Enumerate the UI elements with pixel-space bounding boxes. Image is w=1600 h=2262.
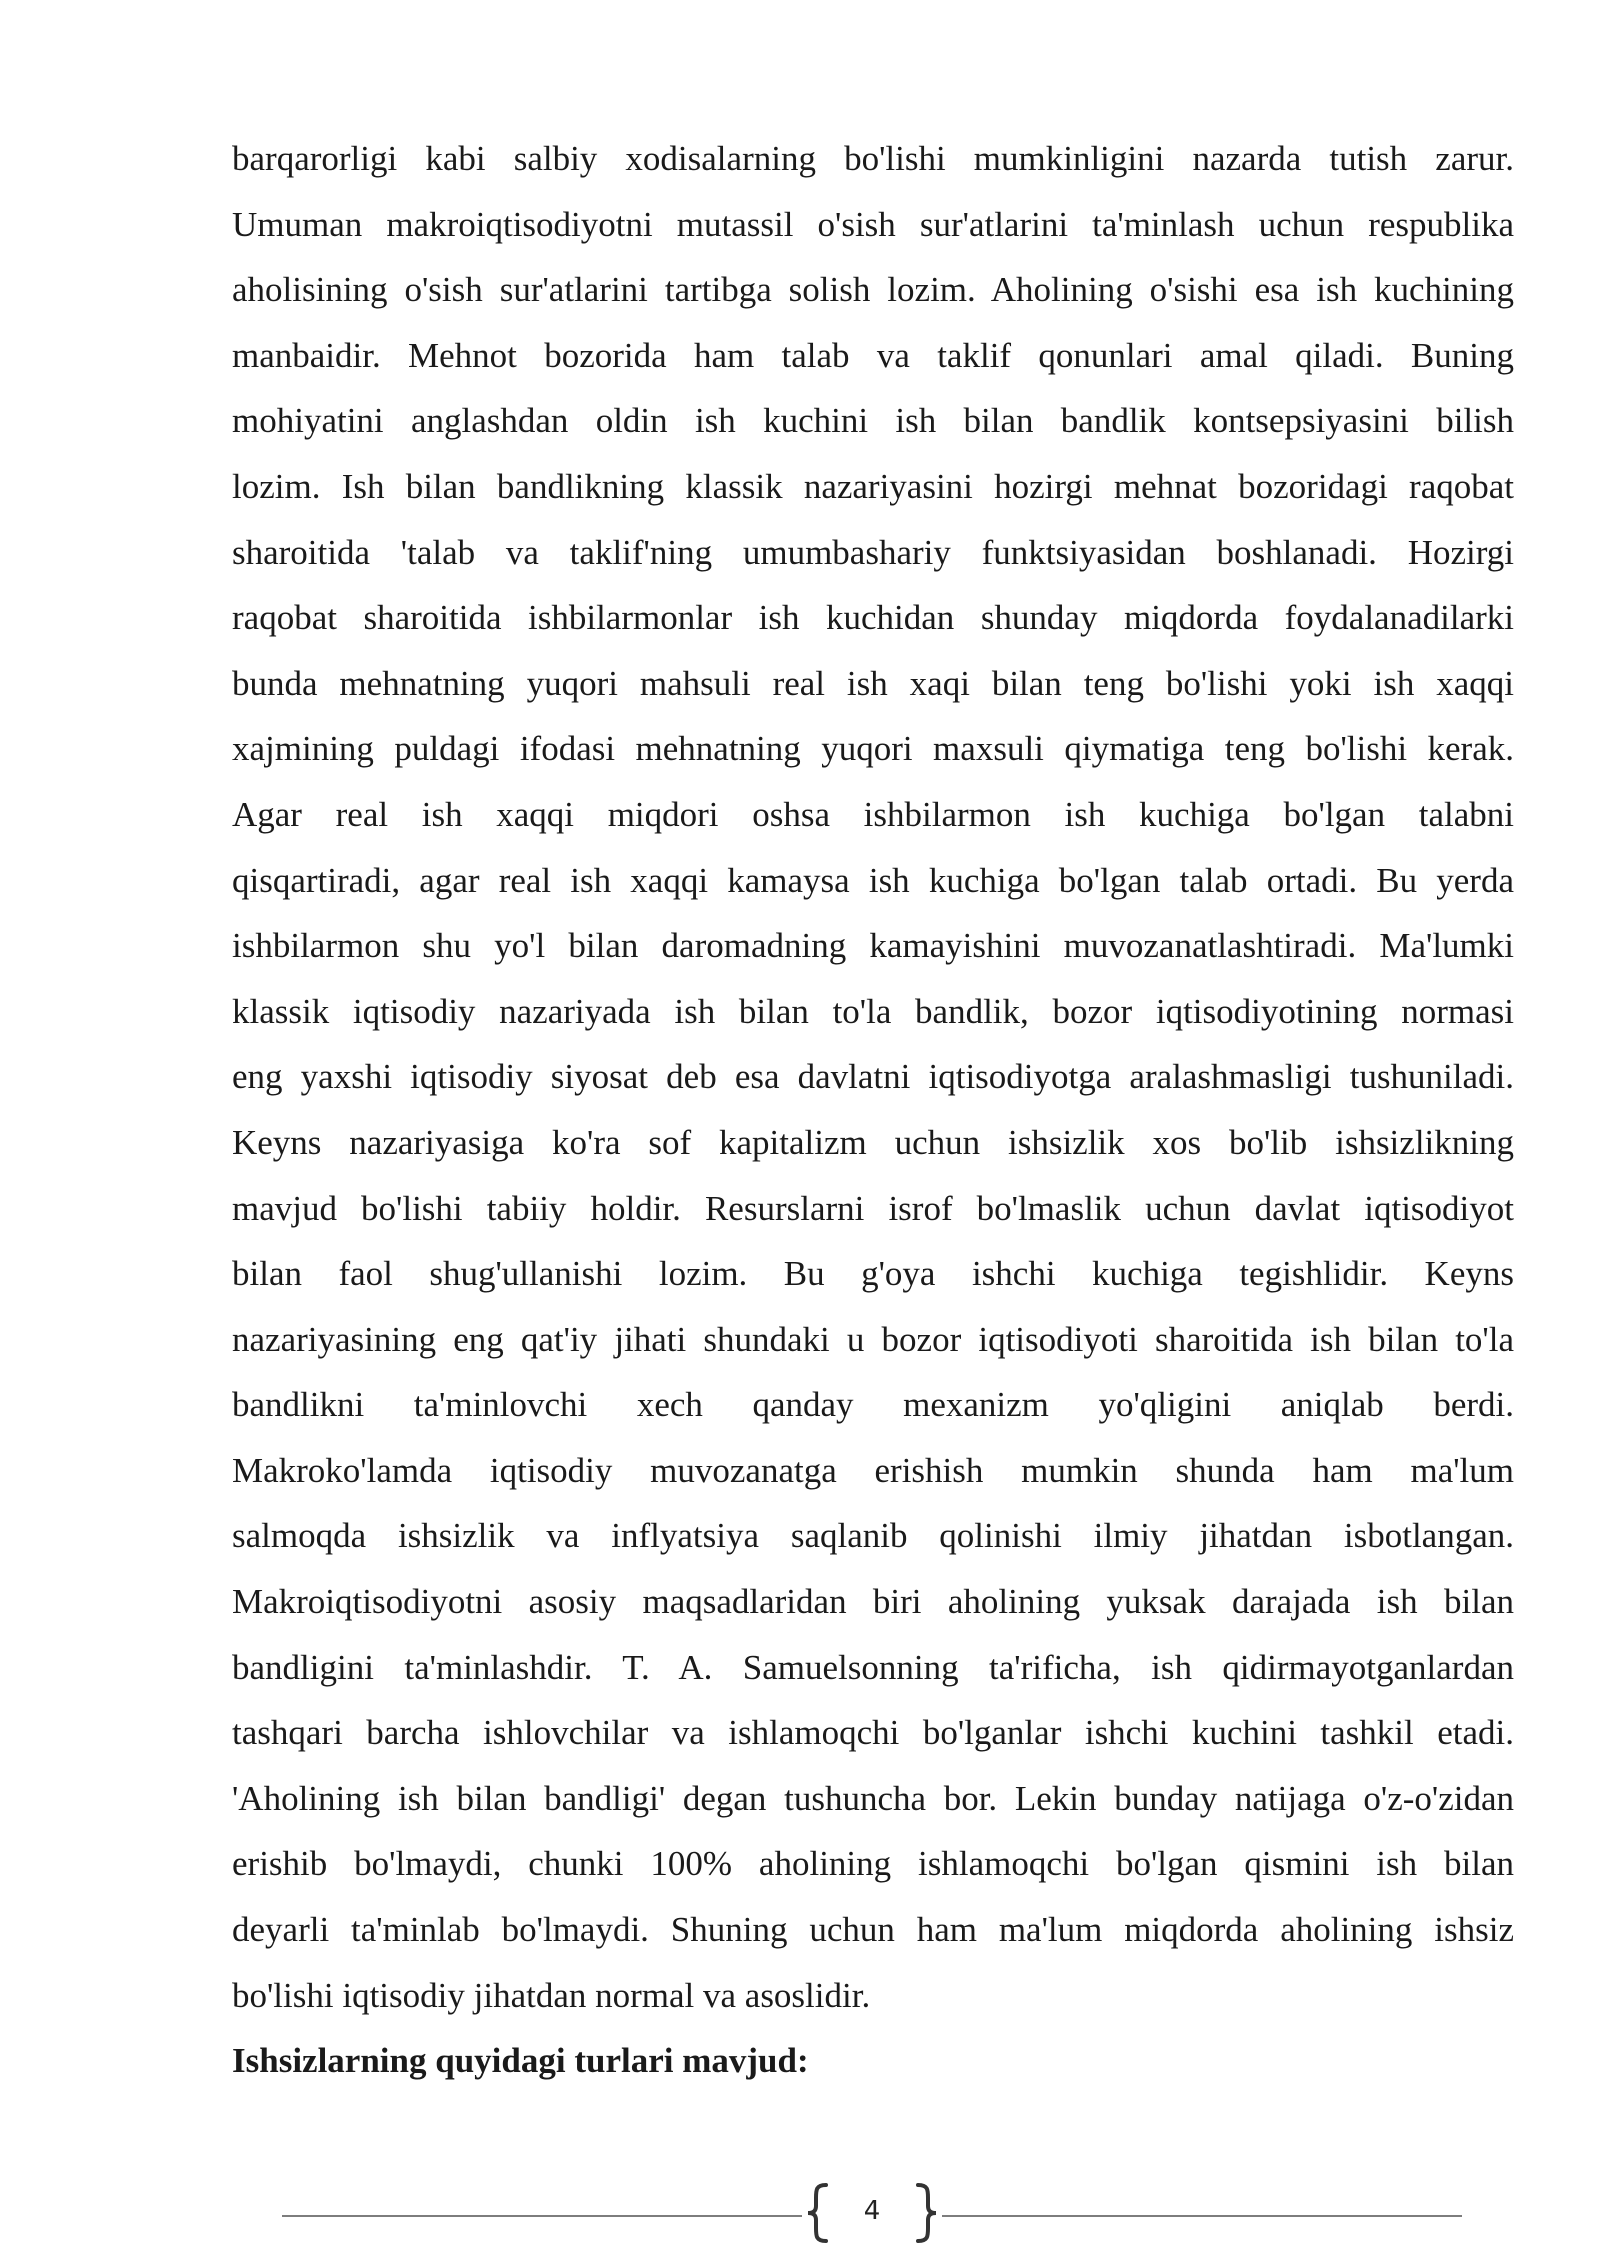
section-heading: Ishsizlarning quyidagi turlari mavjud: xyxy=(232,2041,809,2081)
text-line: deyarli ta'minlab bo'lmaydi. Shuning uchun ham ma'lum miqdorda aholining ishsiz xyxy=(232,1910,1514,1950)
text-line: erishib bo'lmaydi, chunki 100% aholining ishlamoqchi bo'lgan qismini ish bilan xyxy=(232,1844,1514,1884)
left-brace-icon xyxy=(802,2182,836,2244)
text-line: lozim. Ish bilan bandlikning klassik nazariyasini hozirgi mehnat bozoridagi raqobat xyxy=(232,466,1514,506)
footer-rule-left xyxy=(282,2215,802,2217)
text-line: barqarorligi kabi salbiy xodisalarning bo'lishi mumkinligini nazarda tutish zarur. xyxy=(232,139,1514,178)
text-line: eng yaxshi iqtisodiy siyosat deb esa davlatni iqtisodiyotga aralashmasligi tushuniladi. xyxy=(232,1057,1514,1097)
page-number: 4 xyxy=(863,2196,881,2226)
text-line: salmoqda ishsizlik va inflyatsiya saqlanib qolinishi ilmiy jihatdan isbotlangan. xyxy=(232,1516,1514,1556)
text-line: ishbilarmon shu yo'l bilan daromadning kamayishini muvozanatlashtiradi. Ma'lumki xyxy=(232,926,1514,966)
body-text xyxy=(232,128,1514,2096)
text-line: sharoitida 'talab va taklif'ning umumbashariy funktsiyasidan boshlanadi. Hozirgi xyxy=(232,532,1514,572)
text-line: mohiyatini anglashdan oldin ish kuchini ish bilan bandlik kontsepsiyasini bilish xyxy=(232,401,1514,441)
text-line: mavjud bo'lishi tabiiy holdir. Resurslarni isrof bo'lmaslik uchun davlat iqtisodiyot xyxy=(232,1188,1514,1228)
text-line: 'Aholining ish bilan bandligi' degan tushuncha bor. Lekin bunday natijaga o'z-o'zidan xyxy=(232,1778,1514,1818)
text-line: klassik iqtisodiy nazariyada ish bilan to'la bandlik, bozor iqtisodiyotining normasi xyxy=(232,991,1514,1031)
text-line: aholisining o'sish sur'atlarini tartibga solish lozim. Aholining o'sishi esa ish kuchining xyxy=(232,270,1514,310)
text-line: Makroko'lamda iqtisodiy muvozanatga erishish mumkin shunda ham ma'lum xyxy=(232,1450,1514,1490)
text-line: Keyns nazariyasiga ko'ra sof kapitalizm uchun ishsizlik xos bo'lib ishsizlikning xyxy=(232,1122,1514,1162)
text-line: bilan faol shug'ullanishi lozim. Bu g'oya ishchi kuchiga tegishlidir. Keyns xyxy=(232,1254,1514,1294)
text-line: Agar real ish xaqqi miqdori oshsa ishbilarmon ish kuchiga bo'lgan talabni xyxy=(232,794,1514,834)
text-line: qisqartiradi, agar real ish xaqqi kamaysa ish kuchiga bo'lgan talab ortadi. Bu yerda xyxy=(232,860,1514,900)
text-line: Umuman makroiqtisodiyotni mutassil o'sish sur'atlarini ta'minlash uchun respublika xyxy=(232,204,1514,244)
right-brace-icon xyxy=(908,2182,942,2244)
text-line: bo'lishi iqtisodiy jihatdan normal va asoslidir. xyxy=(232,1975,871,2015)
text-line: Makroiqtisodiyotni asosiy maqsadlaridan biri aholining yuksak darajada ish bilan xyxy=(232,1582,1514,1622)
text-line: bandlikni ta'minlovchi xech qanday mexanizm yo'qligini aniqlab berdi. xyxy=(232,1385,1514,1425)
page-footer xyxy=(282,2180,1462,2250)
text-line: xajmining puldagi ifodasi mehnatning yuqori maxsuli qiymatiga teng bo'lishi kerak. xyxy=(232,729,1514,769)
text-line: tashqari barcha ishlovchilar va ishlamoqchi bo'lganlar ishchi kuchini tashkil etadi. xyxy=(232,1713,1514,1753)
text-line: bandligini ta'minlashdir. T. A. Samuelsonning ta'rificha, ish qidirmayotganlardan xyxy=(232,1647,1514,1687)
text-line: raqobat sharoitida ishbilarmonlar ish kuchidan shunday miqdorda foydalanadilarki xyxy=(232,598,1514,638)
text-line: manbaidir. Mehnot bozorida ham talab va taklif qonunlari amal qiladi. Buning xyxy=(232,335,1514,375)
text-line: nazariyasining eng qat'iy jihati shundaki u bozor iqtisodiyoti sharoitida ish bilan to'la xyxy=(232,1319,1514,1359)
footer-rule-right xyxy=(942,2215,1462,2217)
text-line: bunda mehnatning yuqori mahsuli real ish xaqi bilan teng bo'lishi yoki ish xaqqi xyxy=(232,663,1514,703)
